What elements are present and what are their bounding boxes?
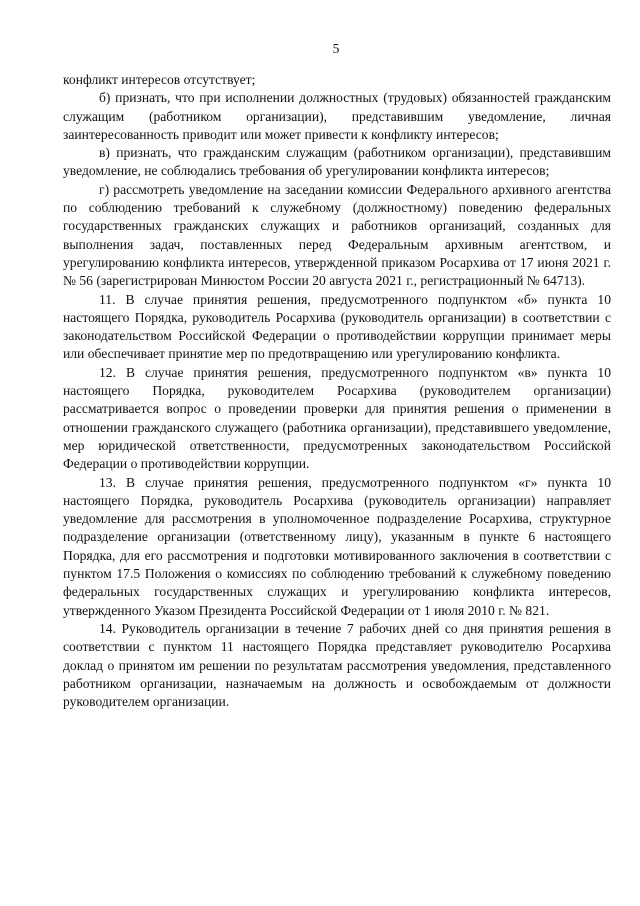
paragraph-13: 13. В случае принятия решения, предусмотренного подпунктом «г» пункта 10 настоящего Порядка, руководитель Росархива (руководитель организации) направляет уведомление для рассмотрения в уполномоченное подразделение Росархива, структурное подразделение организации (ответственному лицу), указанным в пункте 6 настоящего Порядка, для его рассмотрения и подготовки мотивированного заключения в соответствии с пунктом 17.5 Положения о комиссиях по соблюдению требований к служебному поведению федеральных государственных служащих и урегулированию конфликта интересов, утвержденного Указом Президента Российской Федерации от 1 июля 2010 г. № 821. [63,474,611,618]
document-body [63,71,611,711]
paragraph-item-v: в) признать, что гражданским служащим (работником организации), представившим уведомление, не соблюдались требования об урегулировании конфликта интересов; [63,145,611,179]
paragraph-item-g: г) рассмотреть уведомление на заседании комиссии Федерального архивного агентства по соблюдению требований к служебному (должностному) поведению федеральных государственных гражданских служащих и работников организаций, созданных для выполнения задач, поставленных перед Федеральным архивным агентством, и урегулированию конфликта интересов, утвержденной приказом Росархива от 17 июня 2021 г. № 56 (зарегистрирован Минюстом России 20 августа 2021 г., регистрационный № 64713). [63,181,611,289]
paragraph-14: 14. Руководитель организации в течение 7 рабочих дней со дня принятия решения в соответствии с пунктом 11 настоящего Порядка представляет руководителю Росархива доклад о принятом им решении по результатам рассмотрения уведомления, представленного работником организации, назначаемым на должность и освобождаемым от должности руководителем организации. [63,620,611,710]
paragraph-continuation: конфликт интересов отсутствует; [63,72,256,87]
page-number: 5 [332,41,340,56]
paragraph-11: 11. В случае принятия решения, предусмотренного подпунктом «б» пункта 10 настоящего Порядка, руководитель Росархива (руководитель организации) в соответствии с законодательством Российской Федерации о противодействии коррупции принимает меры или обеспечивает принятие мер по предотвращению или урегулированию конфликта. [63,291,611,362]
paragraph-12: 12. В случае принятия решения, предусмотренного подпунктом «в» пункта 10 настоящего Порядка, руководителем Росархива (руководителем организации) рассматривается вопрос о проведении проверки для принятия решения о применении в отношении гражданского служащего (работника организации), представившего уведомление, мер юридической ответственности, предусмотренных законодательством Российской Федерации о противодействии коррупции. [63,364,611,472]
paragraph-item-b: б) признать, что при исполнении должностных (трудовых) обязанностей гражданским служащим (работником организации), представившим уведомление, личная заинтересованность приводит или может привести к конфликту интересов; [63,90,611,142]
